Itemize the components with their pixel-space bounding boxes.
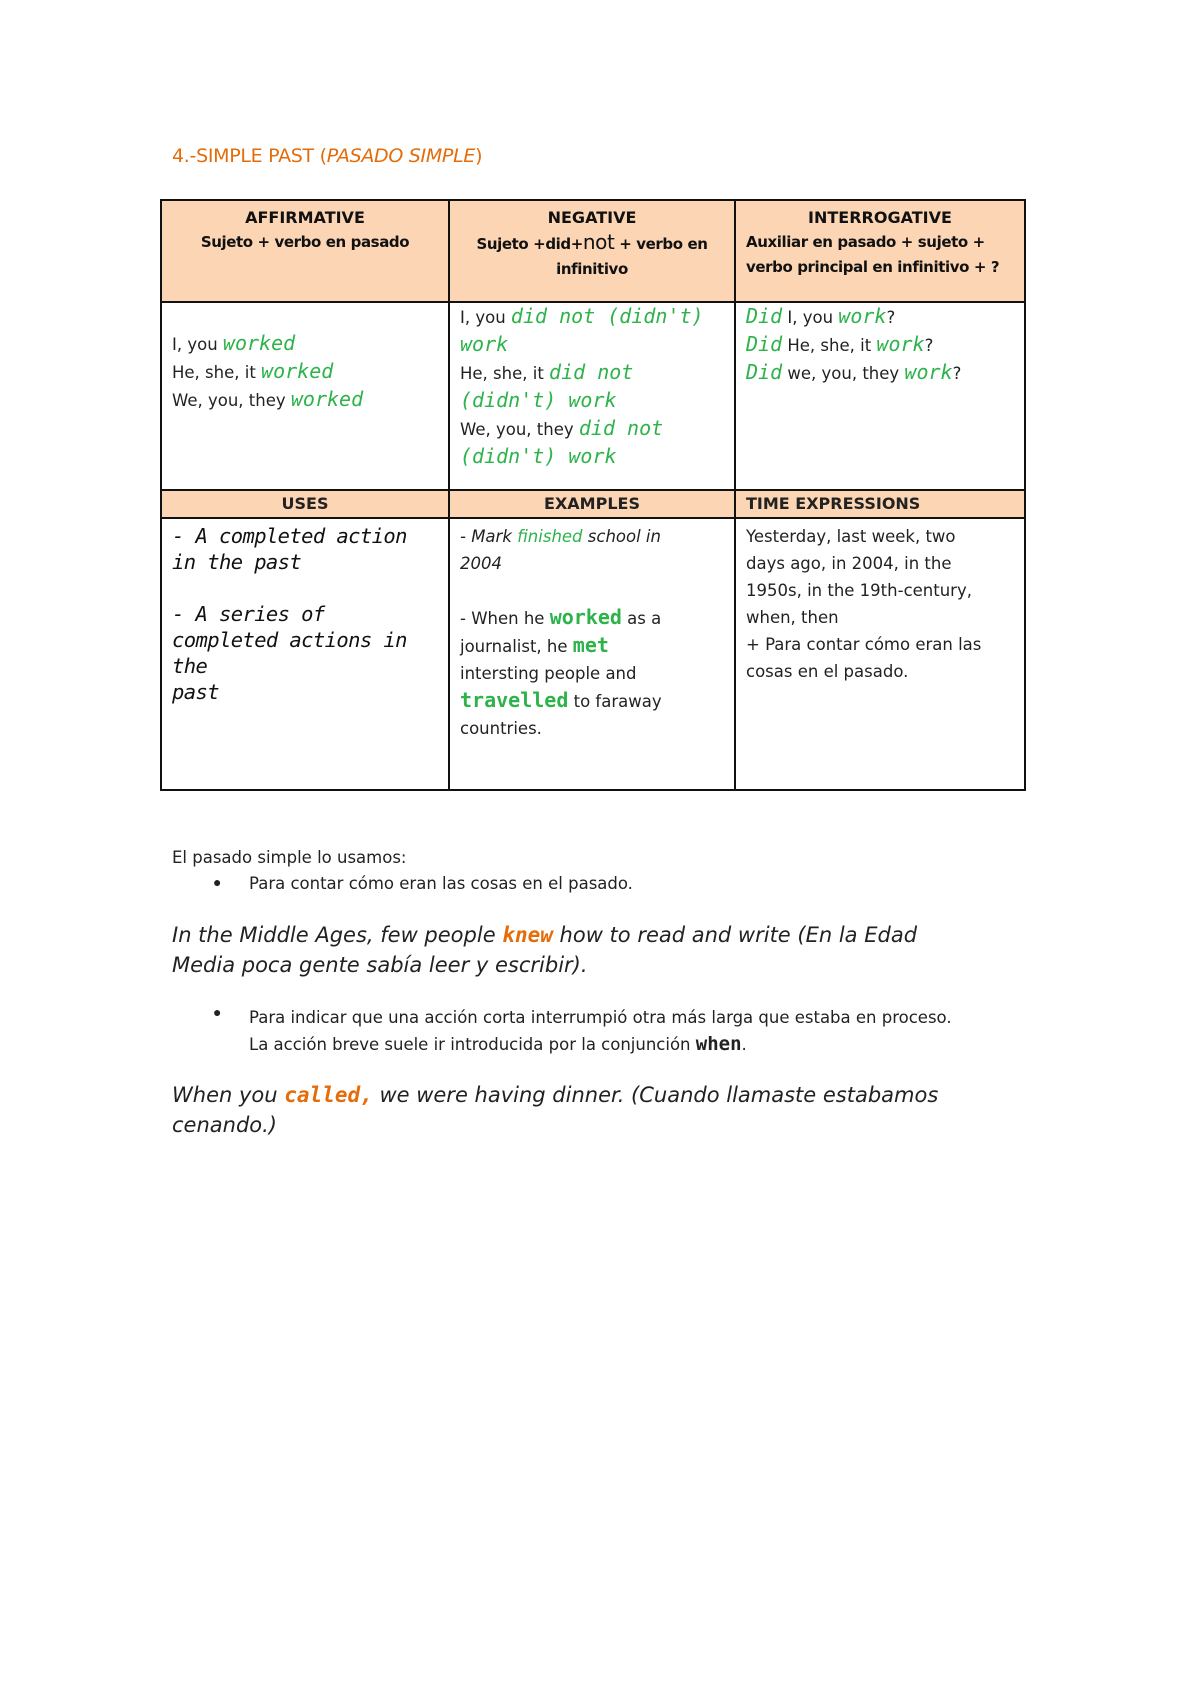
use-line: - A series of <box>172 602 325 626</box>
negative-line: I, you did not (didn't) <box>460 304 704 328</box>
example-line: countries. <box>460 719 542 738</box>
example-line: travelled to faraway <box>460 688 662 712</box>
time-line: when, then <box>746 608 839 627</box>
interrogative-line: Did I, you work? <box>746 304 896 328</box>
negative-line: work <box>460 332 509 356</box>
interrogative-header <box>735 200 1025 302</box>
time-line: cosas en el pasado. <box>746 662 909 681</box>
title-close: ) <box>475 145 483 167</box>
negative-line: He, she, it did not <box>460 360 634 384</box>
grammar-table <box>160 199 1026 791</box>
time-line: Yesterday, last week, two <box>746 527 956 546</box>
uses-header: USES <box>161 490 449 518</box>
time-line: 1950s, in the 19th-century, <box>746 581 972 600</box>
intro-text: El pasado simple lo usamos: <box>172 848 407 867</box>
time-line: days ago, in 2004, in the <box>746 554 952 573</box>
interrogative-line: Did we, you, they work? <box>746 360 962 384</box>
affirmative-line: I, you worked <box>172 331 296 355</box>
bullet-icon: ● <box>213 874 222 890</box>
interrogative-line: Did He, she, it work? <box>746 332 934 356</box>
use-line: - A completed action <box>172 524 407 548</box>
negative-cell <box>449 302 735 490</box>
interrogative-title: INTERROGATIVE <box>808 208 952 227</box>
negative-header <box>449 200 735 302</box>
interrogative-cell <box>735 302 1025 490</box>
examples-cell <box>449 518 735 790</box>
uses-cell <box>161 518 449 790</box>
example-line: 2004 <box>460 554 502 573</box>
example-line: intersting people and <box>460 664 637 683</box>
affirmative-title: AFFIRMATIVE <box>245 208 365 227</box>
use-line: the <box>172 654 208 678</box>
example-line: journalist, he met <box>460 633 609 657</box>
affirmative-line: We, you, they worked <box>172 387 364 411</box>
negative-line: (didn't) work <box>460 388 617 412</box>
interrogative-sub: Auxiliar en pasado + sujeto + <box>746 233 985 251</box>
use-line: past <box>172 680 219 704</box>
uses-row <box>161 518 1025 790</box>
time-expressions-header: TIME EXPRESSIONS <box>735 490 1025 518</box>
conjugation-row <box>161 302 1025 490</box>
example-2: When you called, we were having dinner. (Cuando llamaste estabamos cenando.) <box>172 1083 939 1137</box>
bullet-2-text: Para indicar que una acción corta interrumpió otra más larga que estaba en proceso. La acción breve suele ir introducida por la conjunción when. <box>249 1008 952 1055</box>
negative-line: (didn't) work <box>460 444 617 468</box>
interrogative-sub-2: verbo principal en infinitivo + ? <box>746 258 1000 276</box>
header-row-2 <box>161 490 1025 518</box>
time-line: + Para contar cómo eran las <box>746 635 982 654</box>
bullet-1-text: Para contar cómo eran las cosas en el pasado. <box>249 874 633 893</box>
use-line: completed actions in <box>172 628 407 652</box>
time-expressions-cell <box>735 518 1025 790</box>
title-italic: PASADO SIMPLE <box>326 145 476 167</box>
header-row <box>161 200 1025 302</box>
example-line: - Mark finished school in <box>460 527 661 546</box>
bullet-icon: ● <box>213 1004 222 1020</box>
use-line: in the past <box>172 550 302 574</box>
negative-sub: Sujeto +did+not + verbo en <box>476 230 708 254</box>
example-1: In the Middle Ages, few people knew how to read and write (En la Edad Media poca gente sabía leer y escribir). <box>172 923 918 977</box>
example-line: - When he worked as a <box>460 605 662 629</box>
affirmative-sub: Sujeto + verbo en pasado <box>200 233 410 251</box>
negative-sub-2: infinitivo <box>556 260 628 278</box>
affirmative-line: He, she, it worked <box>172 359 334 383</box>
affirmative-header <box>161 200 449 302</box>
title-main: 4.-SIMPLE PAST ( <box>172 145 327 167</box>
examples-header: EXAMPLES <box>449 490 735 518</box>
negative-line: We, you, they did not <box>460 416 664 440</box>
negative-title: NEGATIVE <box>547 208 637 227</box>
affirmative-cell <box>161 302 449 490</box>
page-title <box>172 145 482 167</box>
